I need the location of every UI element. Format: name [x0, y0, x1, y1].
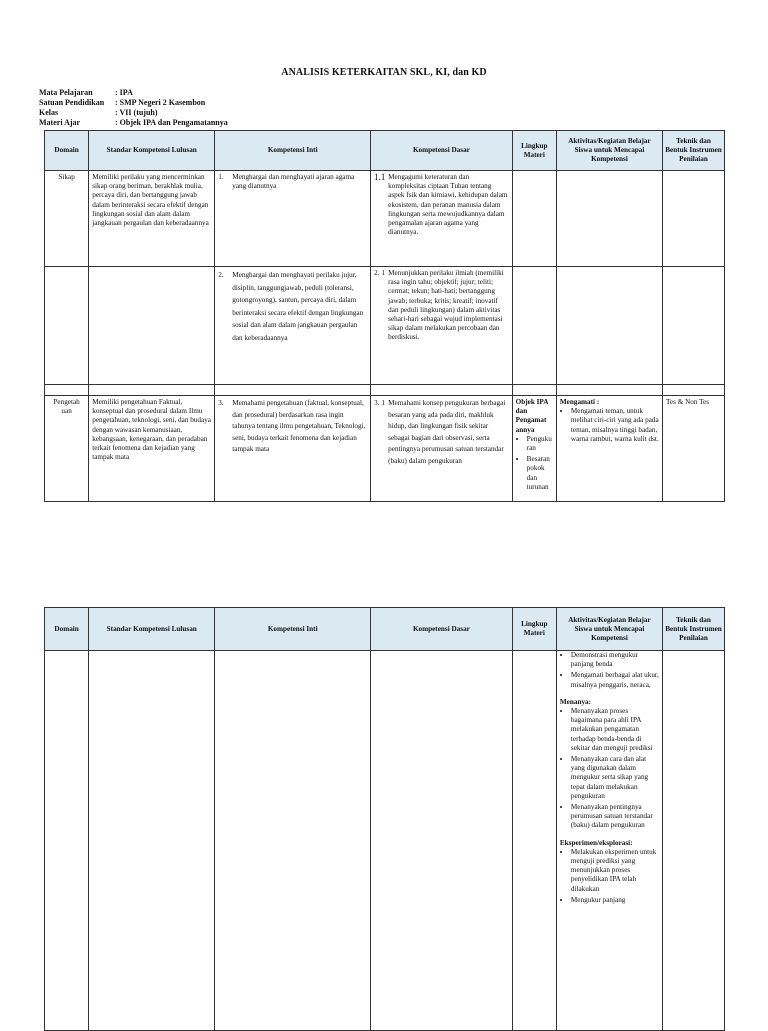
meta-row-school	[39, 98, 228, 108]
kd-text: Mengagumi keteraturan dan kompleksitas ciptaan Tuhan tentang aspek fsik dan kimiawi, kehidupan dalam ekosistem, dan peranan manusia dalam lingkungan serta mewujudkannya dalam pengamalan ajaran agama yang dianutnya.	[388, 173, 508, 237]
spacer-cell	[89, 385, 215, 396]
header-kd: Kompetensi Dasar	[371, 131, 513, 171]
cell-skl: Memiliki pengetahuan Faktual, konseptual dan prosedural dalam Ilmu pengetahuan, teknologi, seni, dan budaya dengan wawasan kemanusiaan, kebangsaan, kenegaraan, dan peradaban terkait fenomena dan kejadian yang tampak mata	[89, 396, 215, 502]
header-teknik: Teknik dan Bentuk Instrumen Penilaian	[663, 608, 725, 651]
cell-ki	[215, 171, 371, 267]
cell-aktivitas	[556, 171, 662, 267]
header-domain: Domain	[45, 131, 89, 171]
cell-domain	[45, 651, 89, 1031]
cell-domain	[45, 267, 89, 385]
ki-text: Menghargai dan menghayati perilaku jujur, disiplin, tanggungjawab, peduli (toleransi, gotongroyong), santun, percaya diri, dalam berinteraksi secara efektif dengan lingkungan sosial dan alam dalam jangkauan pergaulan dan keberadaannya	[232, 271, 364, 342]
cell-teknik	[663, 651, 725, 1031]
header-ki: Kompetensi Inti	[215, 131, 371, 171]
kd-number: 1.1	[374, 172, 386, 182]
table-row-spacer	[45, 385, 725, 396]
cell-ki	[215, 651, 371, 1031]
header-lingkup: Lingkup Materi	[512, 608, 556, 651]
table-row-continuation	[45, 651, 725, 1031]
aktivitas-item: • Mengamati berbagai alat ukur, misalnya penggaris, neraca,	[571, 671, 659, 689]
spacer-cell	[663, 385, 725, 396]
cell-domain: Sikap	[45, 171, 89, 267]
cell-lingkup	[512, 171, 556, 267]
kd-text: Menunjukkan perilaku ilmiah (memiliki rasa ingin tahu; objektif; jujur; teliti; cermat; tekun; hati-hati; bertanggung jawab; terbuka; kritis; kreatif; inovatif dan peduli lingkungan) dalam aktivitas sehari-hari sebagai wujud implementasi sikap dalam melakukan percobaan dan berdiskusi.	[388, 269, 504, 342]
aktivitas-item: • Demonstrasi mengukur panjang benda	[571, 651, 659, 669]
kd-number: 3. 1	[374, 399, 385, 407]
aktivitas-title: Mengamati :	[559, 398, 600, 406]
meta-value: : SMP Negeri 2 Kasembon	[115, 98, 206, 107]
table-header-row	[45, 608, 725, 651]
header-ki: Kompetensi Inti	[215, 608, 371, 651]
cell-aktivitas	[556, 651, 662, 1031]
cell-teknik: Tes & Non Tes	[663, 396, 725, 502]
table-row-pengetahuan	[45, 396, 725, 502]
lingkup-item: • Besaran pokok dan turunan	[527, 455, 553, 492]
header-skl: Standar Kompetensi Lulusan	[89, 131, 215, 171]
meta-label: Mata Pelajaran	[39, 88, 93, 97]
cell-skl: Memiliki perilaku yang mencerminkan sikap orang beriman, berakhlak mulia, percaya diri, dan bertanggung jawab dalam berinteraksi secara efektif dengan lingkungan sosial dan alam dalam jangkauan pergaulan dan keberadaannya	[89, 171, 215, 267]
cell-kd	[371, 171, 513, 267]
lingkup-item: • Penguku ran	[527, 435, 553, 453]
cell-skl	[89, 267, 215, 385]
aktivitas-item: • Menanyakan cara dan alat yang digunakan dalam mengukur serta sikap yang tepat dalam melakukan pengukuran	[571, 755, 659, 801]
lingkup-title: Objek IPA dan Pengamat annya	[515, 398, 549, 434]
cell-skl	[89, 651, 215, 1031]
spacer-cell	[512, 385, 556, 396]
document-title: ANALISIS KETERKAITAN SKL, KI, dan KD	[281, 67, 487, 78]
header-domain: Domain	[45, 608, 89, 651]
meta-label: Materi Ajar	[39, 118, 81, 127]
cell-lingkup	[512, 651, 556, 1031]
header-teknik: Teknik dan Bentuk Instrumen Penilaian	[663, 131, 725, 171]
cell-aktivitas	[556, 267, 662, 385]
cell-kd	[371, 267, 513, 385]
ki-text: Memahami pengetahuan (faktual, konseptual, dan prosedural) berdasarkan rasa ingin tahunya tentang ilmu pengetahuan, Teknologi, seni, budaya terkait fenomena dan kejadian tampak mata	[232, 399, 366, 454]
aktivitas-item: • Menanyakan pentingnya perumusan satuan terstandar (baku) dalam pengukuran	[571, 803, 659, 831]
meta-value: : Objek IPA dan Pengamatannya	[115, 118, 228, 127]
table-header-row	[45, 131, 725, 171]
section-menanya-title: Menanya:	[559, 697, 592, 706]
ki-number: 1.	[218, 173, 224, 181]
meta-row-subject	[39, 88, 228, 98]
cell-teknik	[663, 267, 725, 385]
spacer-cell	[45, 385, 89, 396]
aktivitas-item: • Mengamati teman, untuk melihat ciri-ciri yang ada pada teman, misalnya tinggi badan, warna rambut, warna kulit dst.	[571, 407, 659, 444]
meta-value: : IPA	[115, 88, 133, 97]
section-eksperimen-title: Eksperimen/eksplorasi:	[559, 838, 633, 847]
meta-value: : VII (tujuh)	[115, 108, 158, 117]
header-aktivitas: Aktivitas/Kegiatan Belajar Siswa untuk Mencapai Kompetensi	[556, 608, 662, 651]
header-aktivitas: Aktivitas/Kegiatan Belajar Siswa untuk Mencapai Kompetensi	[556, 131, 662, 171]
cell-teknik	[663, 171, 725, 267]
cell-ki	[215, 267, 371, 385]
meta-row-class	[39, 108, 228, 118]
table-row-sikap-1	[45, 171, 725, 267]
cell-lingkup	[512, 267, 556, 385]
spacer-cell	[556, 385, 662, 396]
aktivitas-item: • Melakukan eksperimen untuk menguji prediksi yang menunjukkan proses penyelidikan IPA telah dilakukan	[571, 848, 659, 894]
header-lingkup: Lingkup Materi	[512, 131, 556, 171]
header-kd: Kompetensi Dasar	[371, 608, 513, 651]
cell-aktivitas	[556, 396, 662, 502]
cell-kd	[371, 396, 513, 502]
cell-ki	[215, 396, 371, 502]
meta-label: Satuan Pendidikan	[39, 98, 105, 107]
aktivitas-item: • Menanyakan proses bagaimana para ahli IPA melakukan pengamatan terhadap benda-benda di sekitar dan menguji prediksi	[571, 707, 659, 753]
cell-kd	[371, 651, 513, 1031]
cell-lingkup	[512, 396, 556, 502]
spacer-cell	[371, 385, 513, 396]
kd-text: Memahami konsep pengukuran berbagai besaran yang ada pada diri, makhluk hidup, dan lingkungan fisik sekitar sebagai bagian dari observasi, serta pentingnya perumusan satuan terstandar (baku) dalam pengukuran	[388, 399, 506, 465]
header-skl: Standar Kompetensi Lulusan	[89, 608, 215, 651]
table-row-sikap-2	[45, 267, 725, 385]
ki-number: 3.	[218, 399, 224, 407]
meta-row-material	[39, 118, 228, 128]
ki-number: 2.	[218, 271, 224, 279]
analysis-table-page-2	[44, 607, 725, 1031]
document-meta	[39, 88, 228, 128]
meta-label: Kelas	[39, 108, 59, 117]
kd-number: 2. 1	[374, 269, 385, 277]
aktivitas-item: • Mengukur panjang	[571, 896, 659, 905]
analysis-table-page-1	[44, 130, 725, 502]
cell-domain: Pengetah uan	[45, 396, 89, 502]
spacer-cell	[215, 385, 371, 396]
ki-text: Menghargai dan menghayati ajaran agama yang dianutnya	[232, 173, 355, 191]
